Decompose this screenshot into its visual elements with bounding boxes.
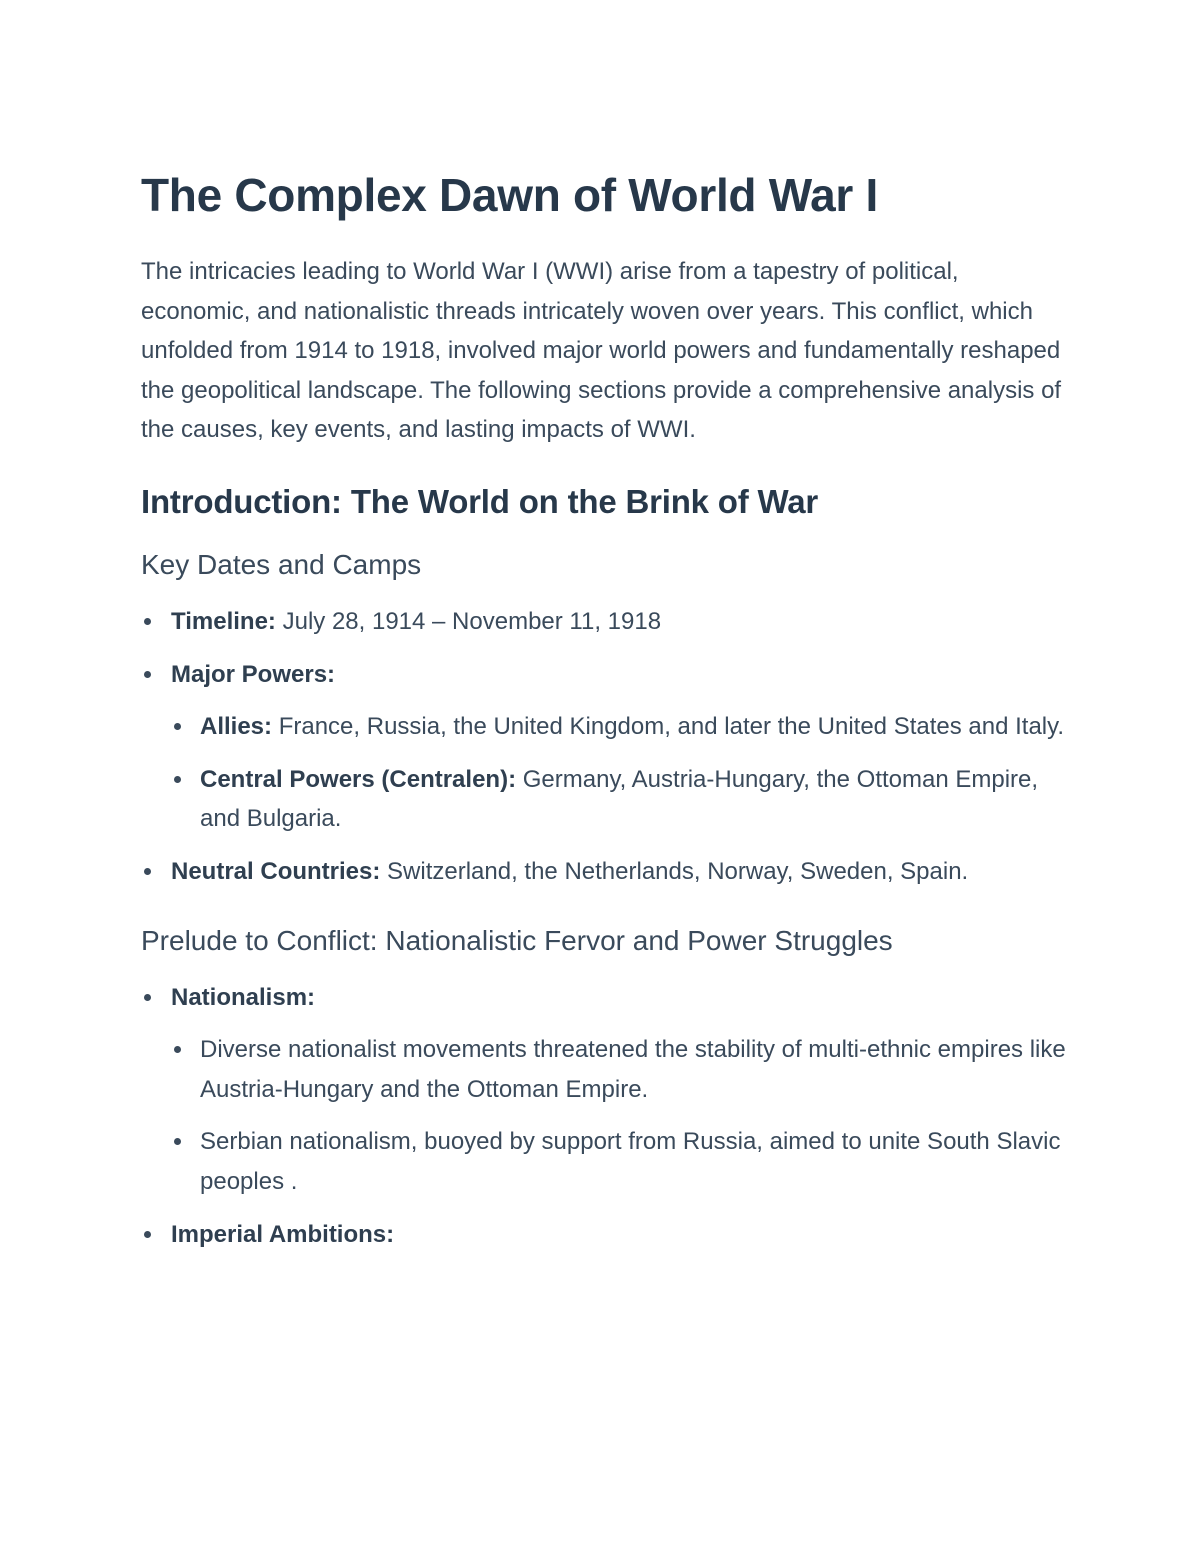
nationalism-label: Nationalism:: [171, 983, 316, 1011]
list-item-imperial-ambitions: [141, 1215, 1071, 1255]
neutral-countries-text: Switzerland, the Netherlands, Norway, Sweden, Spain.: [380, 857, 969, 885]
central-powers-label: Central Powers (Centralen):: [200, 765, 517, 793]
imperial-ambitions-label: Imperial Ambitions:: [171, 1220, 395, 1248]
list-item-nationalism-point: Diverse nationalist movements threatened the stability of multi-ethnic empires like Austria-Hungary and the Ottoman Empire.: [171, 1030, 1071, 1109]
allies-text: France, Russia, the United Kingdom, and later the United States and Italy.: [272, 713, 1065, 741]
allies-label: Allies:: [200, 713, 273, 741]
nationalism-sublist: [171, 1030, 1071, 1201]
list-item-allies: [171, 707, 1071, 747]
section-heading-introduction: Introduction: The World on the Brink of War: [141, 482, 819, 520]
timeline-label: Timeline:: [171, 607, 276, 635]
list-item-nationalism: [141, 978, 1071, 1202]
list-item-major-powers: [141, 655, 1071, 839]
document-page: [141, 166, 1071, 1267]
prelude-list: [141, 978, 1071, 1255]
subheading-key-dates: Key Dates and Camps: [141, 548, 422, 580]
intro-paragraph: The intricacies leading to World War I (WWI) arise from a tapestry of political, economic, and nationalistic threads intricately woven over years. This conflict, which unfolded from 1914 to 1918, involved major world powers and fundamentally reshaped the geopolitical landscape. The following sections provide a comprehensive analysis of the causes, key events, and lasting impacts of WWI.: [141, 258, 1062, 444]
list-item-central-powers: [171, 760, 1071, 839]
neutral-countries-label: Neutral Countries:: [171, 857, 381, 885]
list-item-timeline: [141, 602, 1071, 642]
subheading-prelude: Prelude to Conflict: Nationalistic Fervor and Power Struggles: [141, 924, 893, 956]
key-dates-list: [141, 602, 1071, 892]
timeline-text: July 28, 1914 – November 11, 1918: [275, 607, 662, 635]
central-powers-text: Germany, Austria-Hungary, the Ottoman Empire, and Bulgaria.: [200, 765, 1039, 833]
document-title: The Complex Dawn of World War I: [141, 169, 878, 221]
list-item-neutral-countries: [141, 852, 1071, 892]
list-item-nationalism-point: Serbian nationalism, buoyed by support from Russia, aimed to unite South Slavic peoples .: [171, 1122, 1071, 1201]
major-powers-sublist: [171, 707, 1071, 839]
major-powers-label: Major Powers:: [171, 660, 336, 688]
